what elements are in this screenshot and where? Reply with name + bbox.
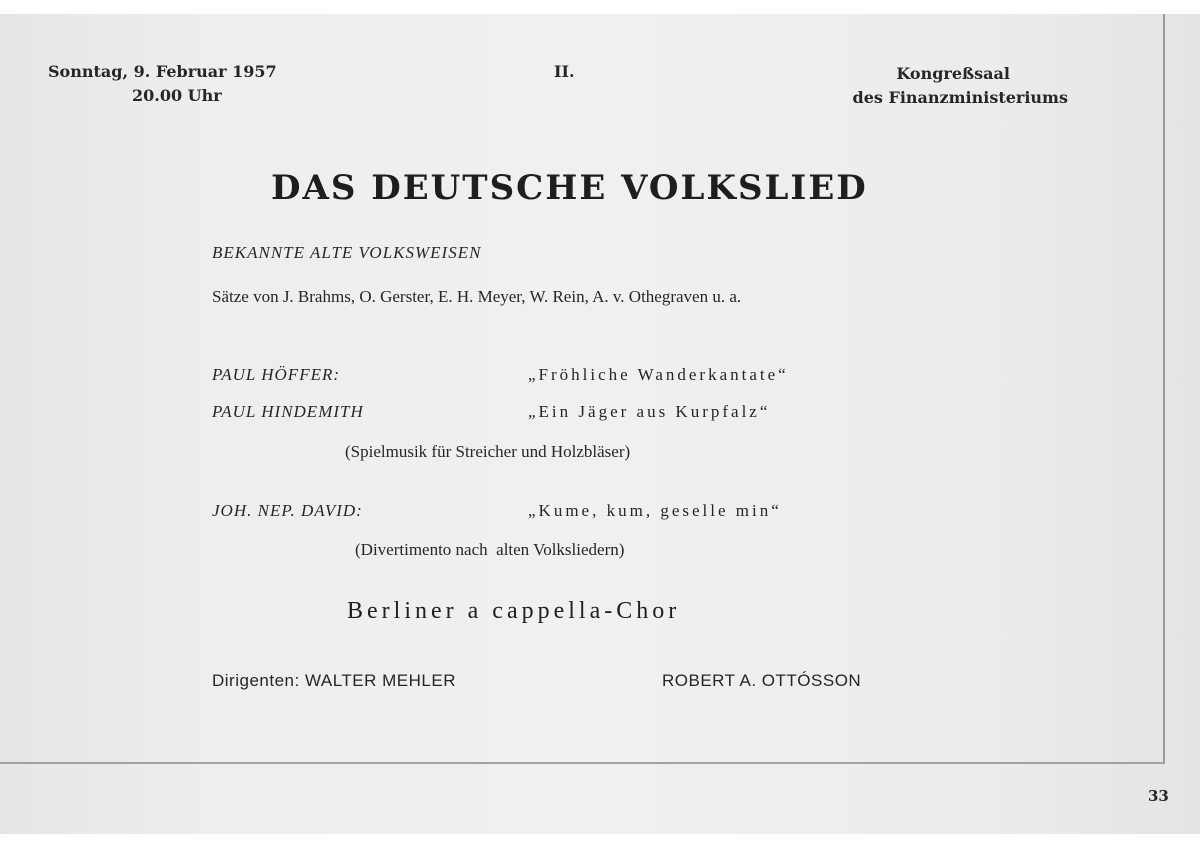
- venue-line-2: des Finanzministeriums: [852, 88, 1068, 107]
- conductor-name: WALTER MEHLER: [304, 671, 456, 690]
- program-item-note: (Divertimento nach alten Volksliedern): [355, 540, 625, 559]
- program-item-work: „Fröhliche Wanderkantate“: [528, 365, 789, 384]
- performer-name: Berliner a cappella-Chor: [347, 598, 681, 624]
- program-item-work: „Ein Jäger aus Kurpfalz“: [528, 402, 771, 421]
- program-item-note: (Spielmusik für Streicher und Holzbläser): [345, 442, 631, 461]
- program-item-work: „Kume, kum, geselle min“: [528, 501, 782, 520]
- concert-time: 20.00 Uhr: [132, 86, 222, 105]
- section-subheading: BEKANNTE ALTE VOLKSWEISEN: [212, 243, 482, 262]
- page-frame-right-edge: [1163, 14, 1165, 764]
- concert-date-time: [48, 60, 277, 108]
- arrangers-line: Sätze von J. Brahms, O. Gerster, E. H. Meyer, W. Rein, A. v. Othegraven u. a.: [212, 287, 742, 306]
- venue-line-1: Kongreßsaal: [896, 64, 1010, 83]
- program-title: DAS DEUTSCHE VOLKSLIED: [271, 168, 868, 208]
- conductors-line: [212, 671, 456, 691]
- concert-number: II.: [554, 62, 575, 81]
- conductor-name: ROBERT A. OTTÓSSON: [662, 671, 862, 690]
- program-item-composer: PAUL HÖFFER:: [212, 365, 341, 384]
- conductors-label: Dirigenten:: [212, 671, 300, 690]
- concert-venue: [853, 62, 1068, 110]
- program-item-composer: JOH. NEP. DAVID:: [212, 501, 363, 520]
- page-number: 33: [1148, 787, 1169, 805]
- concert-date: Sonntag, 9. Februar 1957: [48, 62, 277, 81]
- page-frame-bottom-edge: [0, 762, 1165, 764]
- program-item-composer: PAUL HINDEMITH: [212, 402, 364, 421]
- scanned-paper: [0, 14, 1200, 834]
